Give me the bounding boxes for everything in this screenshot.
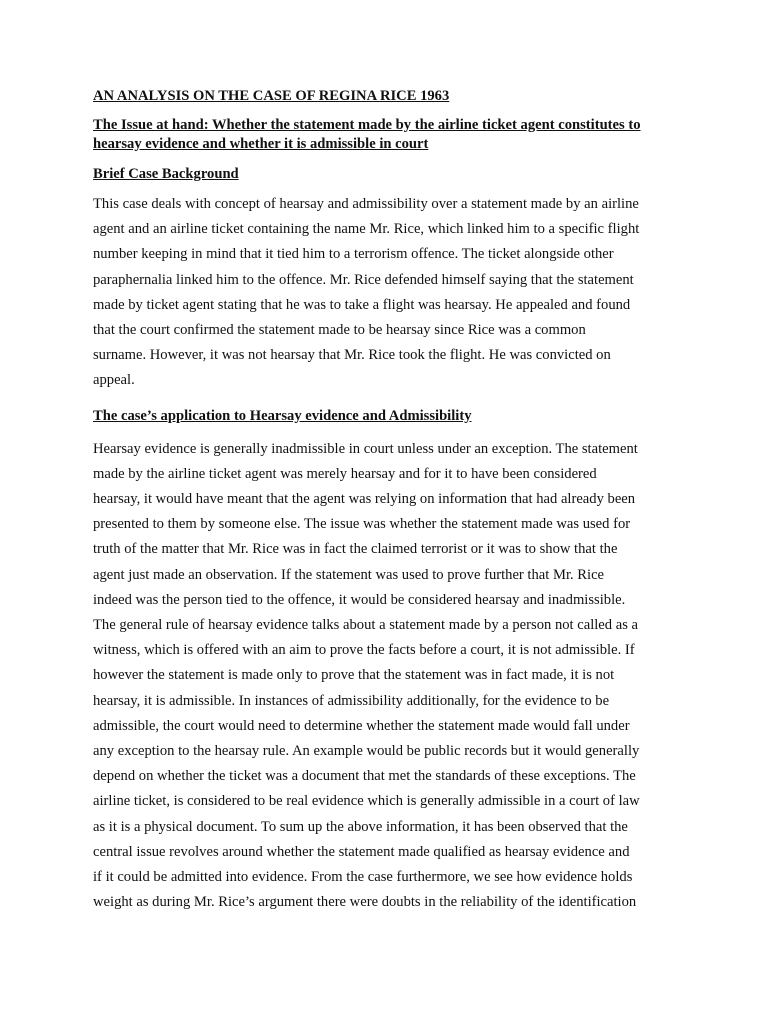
text-line: made by the airline ticket agent was merely hearsay and for it to have been considered [93,465,597,482]
issue-statement: The Issue at hand: Whether the statement made by the airline ticket agent constitutes to hearsay evidence and whether it is admissible in court [93,117,641,152]
text-line: The general rule of hearsay evidence talks about a statement made by a person not called as a [93,617,639,634]
text-line: however the statement is made only to prove that the statement was in fact made, it is not [93,667,615,684]
text-line: that the court confirmed the statement made to be hearsay since Rice was a common [93,322,586,339]
document-page [93,86,683,915]
document-title: AN ANALYSIS ON THE CASE OF REGINA RICE 1963 [93,88,450,104]
text-line: made by ticket agent stating that he was to take a flight was hearsay. He appealed and found [93,296,631,313]
text-line: admissible, the court would need to determine whether the statement made would fall under [93,717,630,734]
text-line: hearsay, it would have meant that the agent was relying on information that had already been [93,491,636,508]
text-line: Hearsay evidence is generally inadmissible in court unless under an exception. The statement [93,440,638,457]
text-line: agent and an airline ticket containing the name Mr. Rice, which linked him to a specific flight [93,221,640,238]
text-line: if it could be admitted into evidence. From the case furthermore, we see how evidence holds [93,869,633,886]
text-line: truth of the matter that Mr. Rice was in fact the claimed terrorist or it was to show that the [93,541,618,558]
text-line: agent just made an observation. If the statement was used to prove further that Mr. Rice [93,566,605,583]
text-line: indeed was the person tied to the offence, it would be considered hearsay and inadmissible. [93,591,626,608]
text-line: hearsay, it is admissible. In instances of admissibility additionally, for the evidence to be [93,692,610,709]
section-heading-background: Brief Case Background [93,166,239,182]
text-line: depend on whether the ticket was a document that met the standards of these exceptions. The [93,768,636,785]
text-line: any exception to the hearsay rule. An example would be public records but it would generally [93,743,640,760]
text-line: appeal. [93,372,135,389]
text-line: weight as during Mr. Rice’s argument there were doubts in the reliability of the identification [93,894,637,911]
text-line: as it is a physical document. To sum up the above information, it has been observed that the [93,818,628,835]
text-line: surname. However, it was not hearsay that Mr. Rice took the flight. He was convicted on [93,347,611,364]
paragraph-background [93,192,683,394]
text-line: witness, which is offered with an aim to prove the facts before a court, it is not admissible. If [93,642,635,659]
section-heading-application: The case’s application to Hearsay evidence and Admissibility [93,407,472,424]
text-line: This case deals with concept of hearsay and admissibility over a statement made by an airline [93,196,639,212]
text-line: number keeping in mind that it tied him to a terrorism offence. The ticket alongside other [93,246,614,263]
text-line: presented to them by someone else. The issue was whether the statement made was used for [93,516,631,533]
text-line: paraphernalia linked him to the offence. Mr. Rice defended himself saying that the statement [93,271,634,288]
paragraph-application [93,437,683,916]
text-line: airline ticket, is considered to be real evidence which is generally admissible in a court of law [93,793,640,810]
text-line: central issue revolves around whether the statement made qualified as hearsay evidence and [93,843,630,860]
